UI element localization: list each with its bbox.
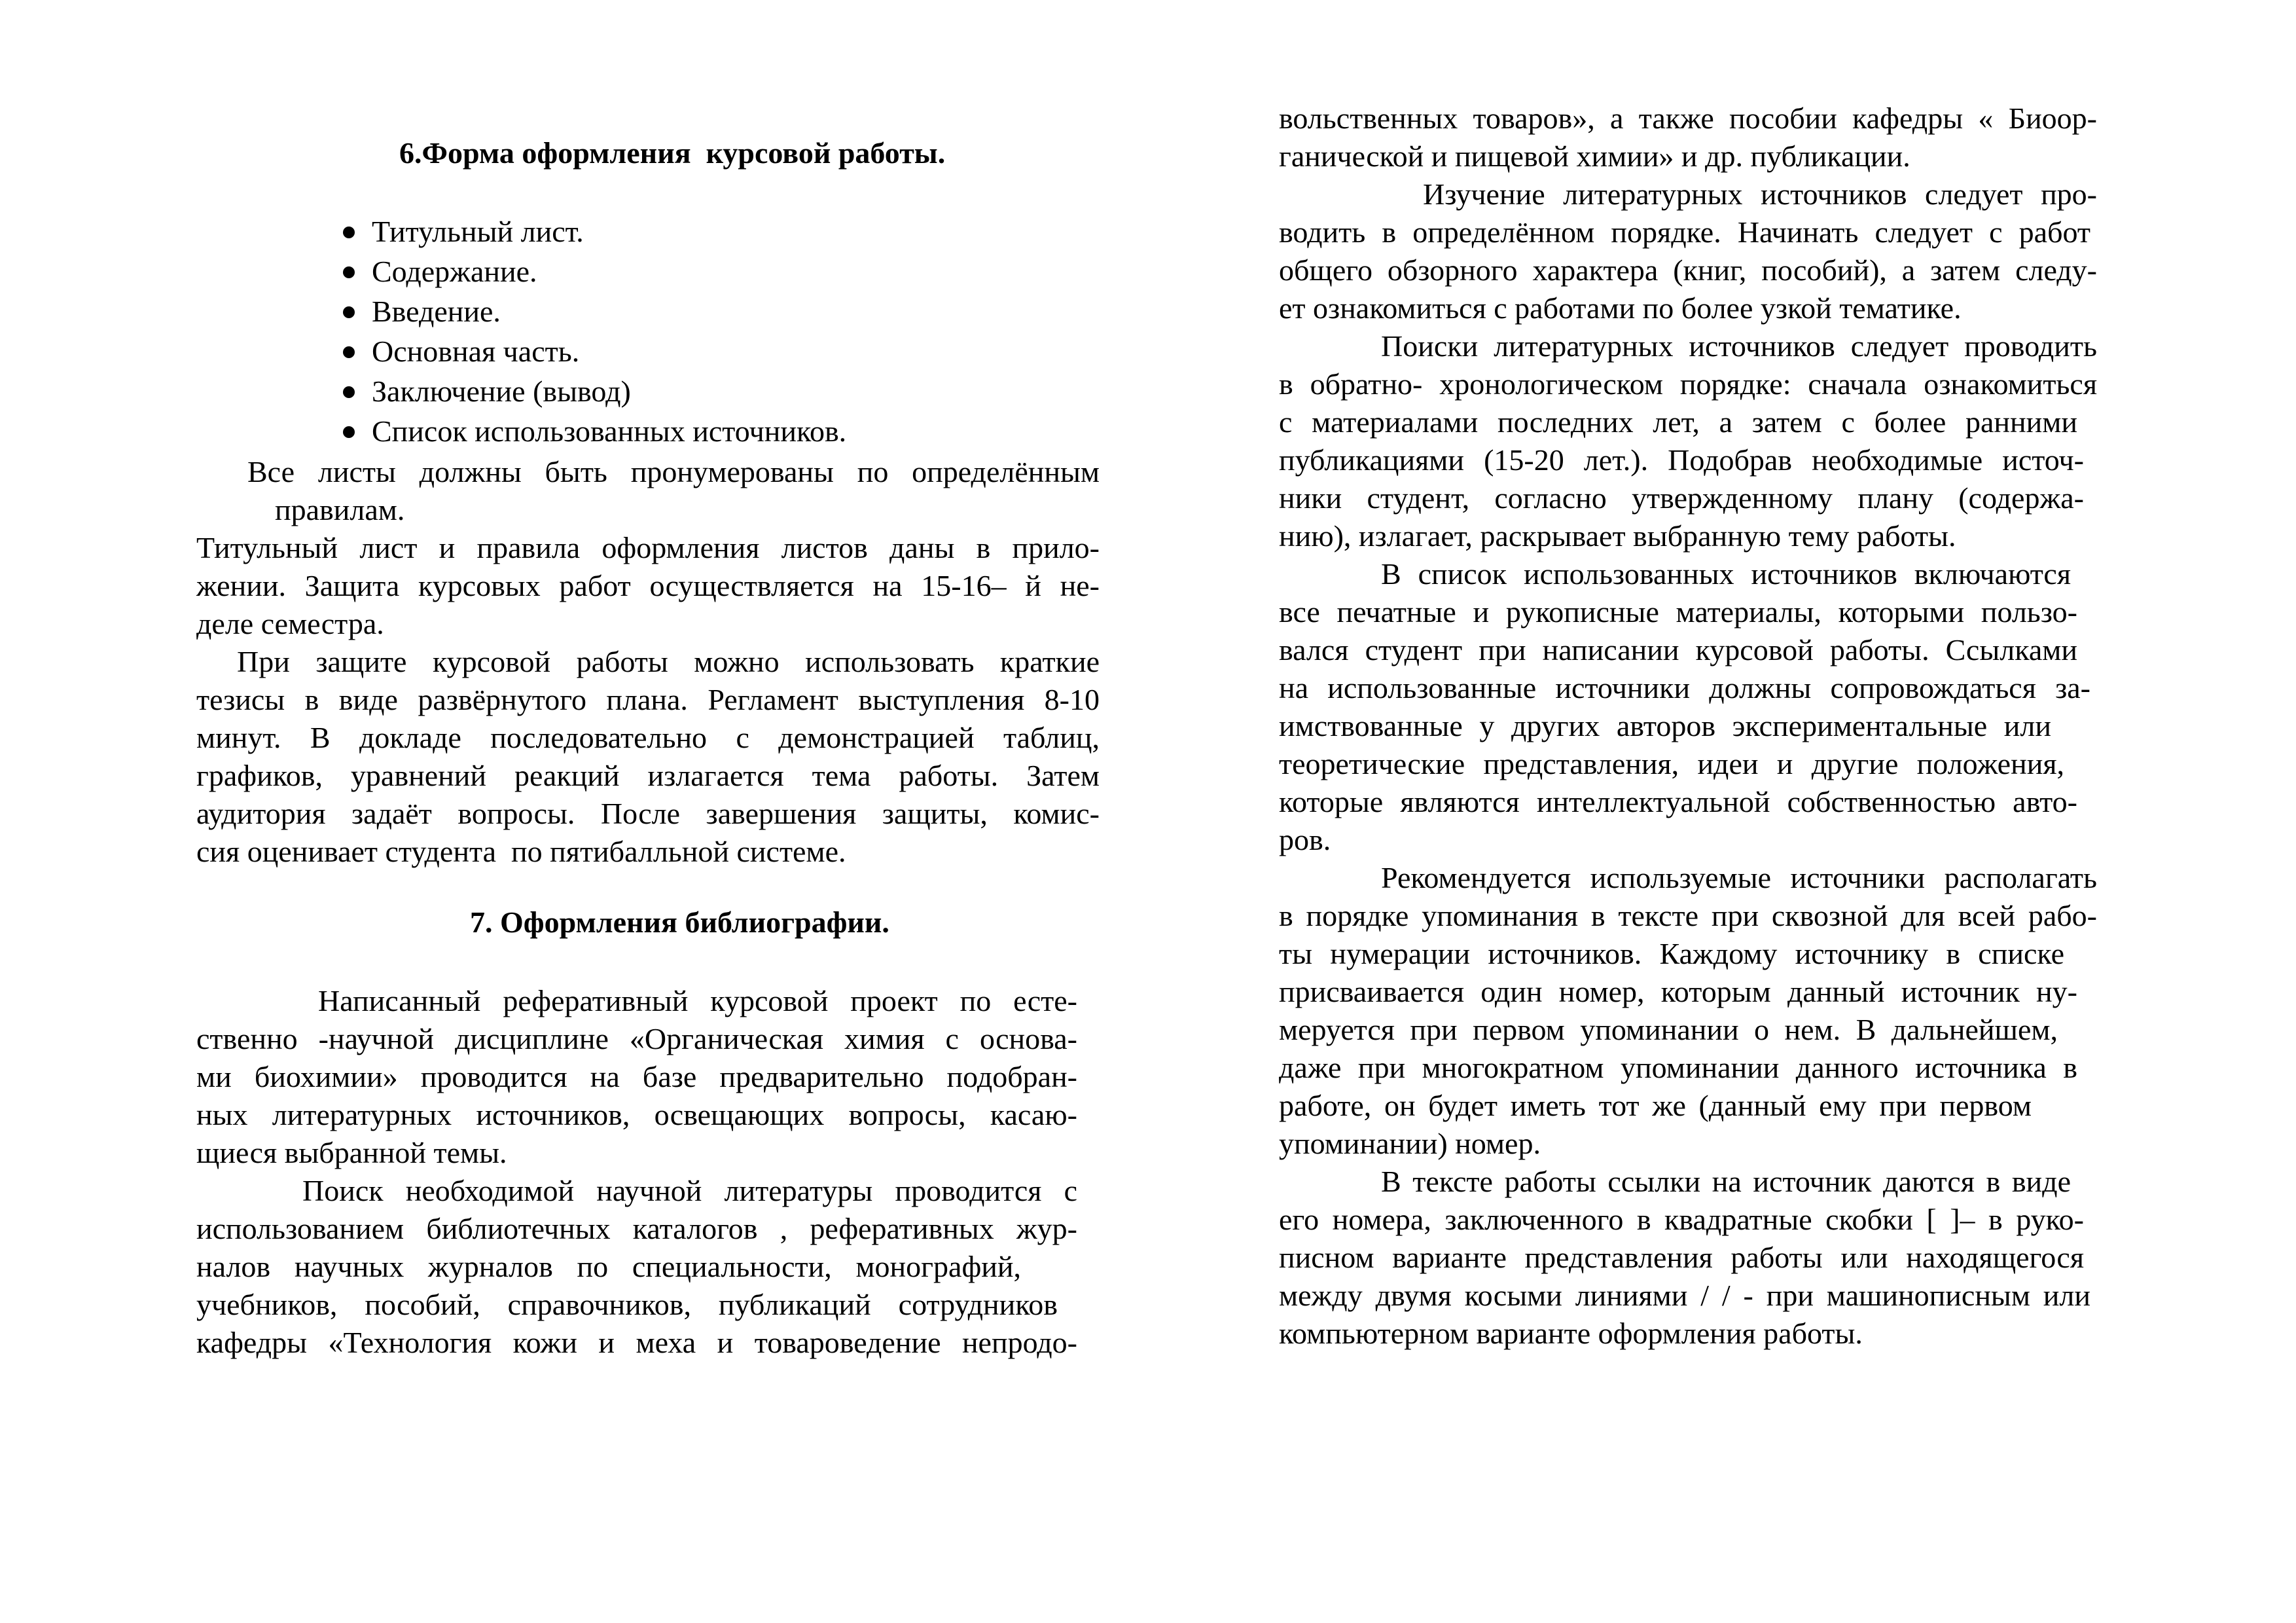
bullet-text: Заключение (вывод) (372, 374, 631, 408)
section-6-heading: 6.Форма оформления курсовой работы. (399, 136, 946, 170)
bullet-icon (343, 346, 355, 358)
bullet-item (372, 213, 584, 251)
text-line: общего обзорного характера (книг, пособий), а затем следу- (1279, 253, 2097, 287)
text-line: которые являются интеллектуальной собственностью авто- (1279, 785, 2077, 818)
text-line: налов научных журналов по специальности, монографий, (196, 1250, 1021, 1283)
text-line: сия оценивает студента по пятибалльной системе. (196, 835, 846, 868)
bullet-text: Введение. (372, 295, 501, 328)
bullet-item (372, 293, 501, 331)
text-line: Изучение литературных источников следует про- (1423, 177, 2097, 211)
text-line: водить в определённом порядке. Начинать следует с работ (1279, 215, 2090, 249)
text-line: работе, он будет иметь тот же (данный ему при первом (1279, 1089, 2032, 1122)
text-line: Поиск необходимой научной литературы проводится с (302, 1174, 1077, 1207)
text-line: имствованные у других авторов экспериментальные или (1279, 709, 2051, 742)
text-line: минут. В докладе последовательно с демонстрацией таблиц, (196, 721, 1100, 754)
text-line: Поиски литературных источников следует проводить (1381, 329, 2097, 363)
text-line: в порядке упоминания в тексте при сквозной для всей рабо- (1279, 899, 2097, 932)
bullet-item (372, 373, 631, 410)
text-line: теоретические представления, идеи и другие положения, (1279, 747, 2064, 780)
bullet-text: Основная часть. (372, 335, 580, 368)
text-line: жении. Защита курсовых работ осуществляется на 15-16– й не- (196, 569, 1100, 602)
bullet-text: Список использованных источников. (372, 414, 847, 448)
bullet-item (372, 253, 537, 291)
text-line: аудитория задаёт вопросы. После завершения защиты, комис- (196, 797, 1100, 830)
text-line: учебников, пособий, справочников, публикаций сотрудников (196, 1288, 1058, 1321)
bullet-icon (343, 266, 355, 278)
text-line: деле семестра. (196, 607, 384, 640)
text-line: ственно -научной дисциплине «Органическая химия с основа- (196, 1022, 1077, 1055)
text-line: щиеся выбранной темы. (196, 1136, 507, 1169)
text-line: компьютерном варианте оформления работы. (1279, 1317, 1863, 1350)
text-line: вольственных товаров», а также пособии кафедры « Биоор- (1279, 101, 2097, 135)
text-line: тезисы в виде развёрнутого плана. Регламент выступления 8-10 (196, 683, 1100, 716)
bullet-icon (343, 386, 355, 398)
right-page (1148, 0, 2296, 1623)
text-line: кафедры «Технология кожи и меха и товароведение непродо- (196, 1326, 1077, 1359)
bullet-icon (343, 426, 355, 438)
text-line: ми биохимии» проводится на базе предварительно подобран- (196, 1060, 1077, 1093)
text-line: на использованные источники должны сопровождаться за- (1279, 671, 2090, 704)
text-line: ет ознакомиться с работами по более узкой тематике. (1279, 291, 1962, 325)
text-line: писном варианте представления работы или находящегося (1279, 1241, 2084, 1274)
text-line: между двумя косыми линиями / / - при машинописным или (1279, 1279, 2090, 1312)
text-line: даже при многократном упоминании данного источника в (1279, 1051, 2077, 1084)
text-line: графиков, уравнений реакций излагается тема работы. Затем (196, 759, 1100, 792)
text-line: Рекомендуется используемые источники располагать (1381, 861, 2097, 894)
text-line: с материалами последних лет, а затем с более ранними (1279, 405, 2077, 439)
bullet-text: Титульный лист. (372, 215, 584, 248)
text-line: ных литературных источников, освещающих вопросы, касаю- (196, 1098, 1077, 1131)
text-line: все печатные и рукописные материалы, которыми пользо- (1279, 595, 2077, 629)
text-line: нию), излагает, раскрывает выбранную тему работы. (1279, 519, 1956, 553)
bullet-item (372, 333, 579, 371)
text-line: Написанный реферативный курсовой проект по есте- (318, 984, 1077, 1017)
text-line: вался студент при написании курсовой работы. Ссылками (1279, 633, 2077, 666)
text-line: В список использованных источников включаются (1381, 557, 2071, 591)
bullet-icon (343, 227, 355, 238)
text-line: Титульный лист и правила оформления листов даны в прило- (196, 531, 1100, 564)
bullet-text: Содержание. (372, 255, 537, 288)
text-line: меруется при первом упоминании о нем. В дальнейшем, (1279, 1013, 2058, 1046)
bullet-icon (343, 306, 355, 318)
text-line: использованием библиотечных каталогов , реферативных жур- (196, 1212, 1077, 1245)
text-line: его номера, заключенного в квадратные скобки [ ]– в руко- (1279, 1203, 2084, 1236)
text-line: ты нумерации источников. Каждому источнику в списке (1279, 937, 2064, 970)
text-line: При защите курсовой работы можно использовать краткие (237, 645, 1100, 678)
text-line: ганической и пищевой химии» и др. публикации. (1279, 139, 1910, 173)
text-line: В тексте работы ссылки на источник даются в виде (1381, 1165, 2071, 1198)
section-7-heading: 7. Оформления библиографии. (470, 905, 889, 939)
text-line: Все листы должны быть пронумерованы по определённым (247, 455, 1100, 488)
text-line: публикациями (15-20 лет.). Подобрав необходимые источ- (1279, 443, 2084, 477)
bullet-item (372, 412, 846, 450)
text-line: правилам. (275, 493, 405, 526)
text-line: ники студент, согласно утвержденному плану (содержа- (1279, 481, 2084, 515)
text-line: присваивается один номер, которым данный источник ну- (1279, 975, 2077, 1008)
text-line: в обратно- хронологическом порядке: сначала ознакомиться (1279, 367, 2097, 401)
text-line: ров. (1279, 823, 1331, 856)
text-line: упоминании) номер. (1279, 1127, 1541, 1160)
